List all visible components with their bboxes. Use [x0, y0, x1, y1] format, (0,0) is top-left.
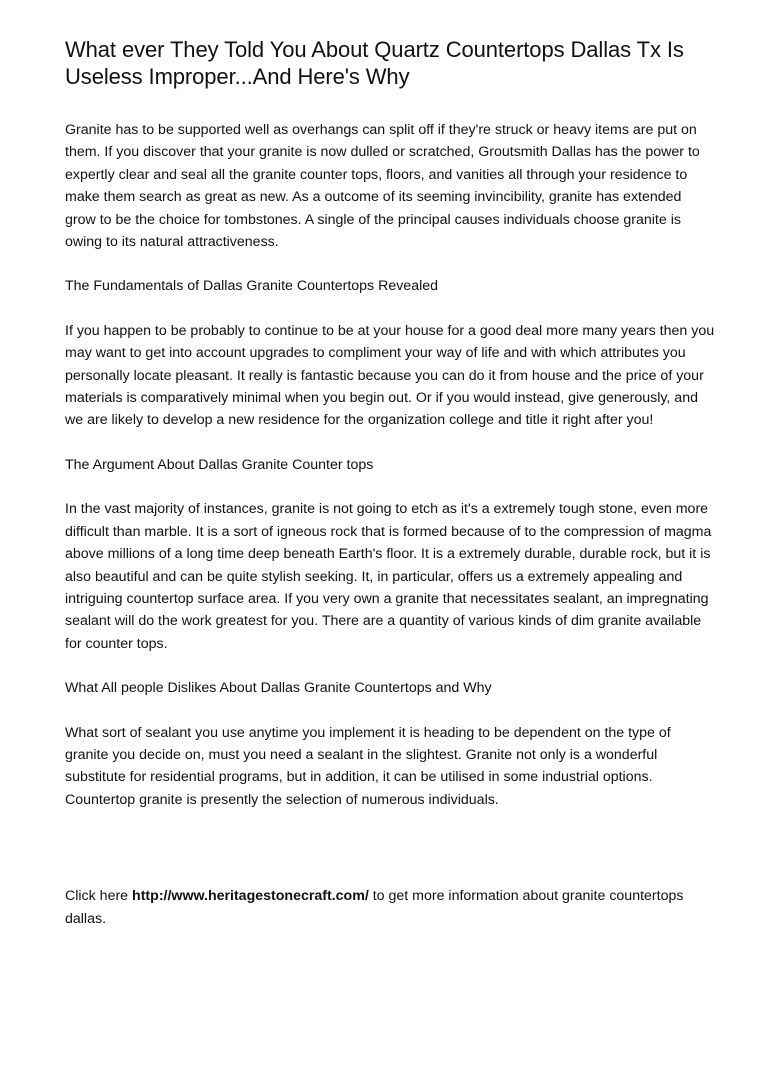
footer-paragraph — [65, 885, 715, 930]
section-body-argument: In the vast majority of instances, granite is not going to etch as it's a extremely tough stone, even more difficult than marble. It is a sort of igneous rock that is formed because of to the compression of magma above millions of a long time deep beneath Earth's floor. It is a extremely durable, durable rock, but it is also beautiful and can be quite stylish seeking. It, in particular, offers us a extremely appealing and intriguing countertop surface area. If you very own a granite that necessitates sealant, an impregnating sealant will do the work greatest for you. There are a quantity of various kinds of dim granite available for counter tops. — [65, 501, 712, 652]
document-page — [65, 36, 715, 952]
spacer — [65, 833, 715, 885]
footer-prefix: Click here — [65, 888, 133, 905]
footer-suffix: to get more information about granite countertops dallas. — [65, 888, 684, 927]
section-heading-dislikes: What All people Dislikes About Dallas Granite Countertops and Why — [65, 680, 492, 697]
intro-paragraph: Granite has to be supported well as overhangs can split off if they're struck or heavy items are put on them. If you discover that your granite is now dulled or scratched, Groutsmith Dallas has the power to expertly clear and seal all the granite counter tops, floors, and vanities all through your residence to make them search as great as new. As a outcome of its seeming invincibility, granite has extended grow to be the choice for tombstones. A single of the principal causes individuals choose granite is owing to its natural attractiveness. — [65, 122, 700, 251]
footer-link[interactable]: http://www.heritagestonecraft.com/ — [132, 888, 369, 905]
document-title: What ever They Told You About Quartz Countertops Dallas Tx Is Useless Improper...And Here's Why — [65, 37, 684, 89]
section-heading-argument: The Argument About Dallas Granite Counter tops — [65, 456, 374, 473]
section-body-dislikes: What sort of sealant you use anytime you implement it is heading to be dependent on the type of granite you decide on, must you need a sealant in the slightest. Granite not only is a wonderful substitute for residential programs, but in addition, it can be utilised in some industrial options. Countertop granite is presently the selection of numerous individuals. — [65, 724, 671, 808]
section-body-fundamentals: If you happen to be probably to continue to be at your house for a good deal more many years then you may want to get into account upgrades to compliment your way of life and with which attributes you personally locate pleasant. It really is fantastic because you can do it from house and the price of your materials is comparatively minimal when you begin out. Or if you would instead, give generously, and we are likely to develop a new residence for the organization college and title it right after you! — [65, 322, 715, 429]
section-heading-fundamentals: The Fundamentals of Dallas Granite Countertops Revealed — [65, 278, 439, 295]
